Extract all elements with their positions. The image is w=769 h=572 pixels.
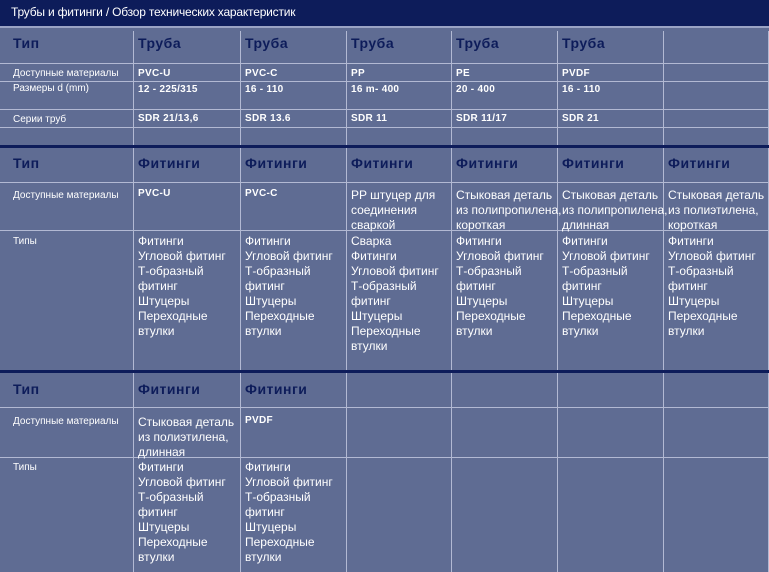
material-value: PVC-C <box>245 68 278 79</box>
types-value: Фитинги Угловой фитинг Т-образный фитинг Штуцеры Переходные втулки <box>138 460 226 564</box>
section3-type-header: Тип <box>13 381 40 397</box>
series-label: Серии труб <box>13 114 67 125</box>
types-value: Фитинги Угловой фитинг Т-образный фитинг Штуцеры Переходные втулки <box>138 234 226 338</box>
types-value: Сварка Фитинги Угловой фитинг Т-образный фитинг Штуцеры Переходные втулки <box>351 234 439 353</box>
section3-column-header: Фитинги <box>245 381 308 397</box>
section1-column-header: Труба <box>351 35 395 51</box>
column-divider <box>346 373 347 572</box>
materials-label: Доступные материалы <box>13 68 119 79</box>
size-value: 16 - 110 <box>562 84 601 95</box>
section2-column-header: Фитинги <box>138 155 201 171</box>
series-value: SDR 13.6 <box>245 113 291 124</box>
material-value: PP <box>351 68 365 79</box>
series-value: SDR 21 <box>562 113 599 124</box>
types-value: Фитинги Угловой фитинг Т-образный фитинг Штуцеры Переходные втулки <box>456 234 544 338</box>
material-value: PVDF <box>245 415 273 426</box>
material-value: PVC-C <box>245 188 278 199</box>
section-divider-band <box>0 145 769 148</box>
size-value: 16 m- 400 <box>351 84 400 95</box>
section2-column-header: Фитинги <box>668 155 731 171</box>
column-divider <box>240 373 241 572</box>
row-divider <box>0 182 769 183</box>
size-value: 20 - 400 <box>456 84 496 95</box>
section1-column-header: Труба <box>562 35 606 51</box>
column-divider <box>557 373 558 572</box>
section2-type-header: Тип <box>13 155 40 171</box>
series-value: SDR 11 <box>351 113 388 124</box>
types-value: Фитинги Угловой фитинг Т-образный фитинг Штуцеры Переходные втулки <box>668 234 756 338</box>
section2-column-header: Фитинги <box>562 155 625 171</box>
row-divider <box>0 127 769 128</box>
material-value: PVC-U <box>138 188 171 199</box>
row-divider <box>0 63 769 64</box>
section3-column-header: Фитинги <box>138 381 201 397</box>
types-label: Типы <box>13 236 37 247</box>
section2-column-header: Фитинги <box>351 155 414 171</box>
materials-label: Доступные материалы <box>13 190 119 201</box>
section1-column-header: Труба <box>138 35 182 51</box>
row-divider <box>0 457 769 458</box>
section1-type-header: Тип <box>13 35 40 51</box>
sizes-label: Размеры d (mm) <box>13 83 89 94</box>
row-divider <box>0 407 769 408</box>
row-divider <box>0 81 769 82</box>
series-value: SDR 21/13,6 <box>138 113 199 124</box>
section2-column-header: Фитинги <box>456 155 519 171</box>
material-value: Стыковая деталь из полипропилена, короткая <box>456 188 562 232</box>
material-value: PP штуцер для соединения сваркой <box>351 188 436 232</box>
section2-column-header: Фитинги <box>245 155 308 171</box>
section-divider-band <box>0 370 769 373</box>
title-bar <box>0 0 769 28</box>
types-value: Фитинги Угловой фитинг Т-образный фитинг Штуцеры Переходные втулки <box>245 234 333 338</box>
column-divider <box>663 373 664 572</box>
row-divider <box>0 109 769 110</box>
materials-label: Доступные материалы <box>13 416 119 427</box>
series-value: SDR 11/17 <box>456 113 508 124</box>
material-value: Стыковая деталь из полипропилена, длинная <box>562 188 668 232</box>
size-value: 16 - 110 <box>245 84 284 95</box>
page-title: Трубы и фитинги / Обзор технических характеристик <box>11 5 296 19</box>
section1-column-header: Труба <box>245 35 289 51</box>
material-value: PVDF <box>562 68 590 79</box>
size-value: 12 - 225/315 <box>138 84 198 95</box>
section1-column-header: Труба <box>456 35 500 51</box>
types-label: Типы <box>13 462 37 473</box>
column-divider <box>451 373 452 572</box>
material-value: Стыковая деталь из полиэтилена, короткая <box>668 188 765 232</box>
column-divider <box>133 373 134 572</box>
material-value: PVC-U <box>138 68 171 79</box>
material-value: Стыковая деталь из полиэтилена, длинная <box>138 415 235 459</box>
types-value: Фитинги Угловой фитинг Т-образный фитинг Штуцеры Переходные втулки <box>245 460 333 564</box>
material-value: PE <box>456 68 470 79</box>
types-value: Фитинги Угловой фитинг Т-образный фитинг Штуцеры Переходные втулки <box>562 234 650 338</box>
